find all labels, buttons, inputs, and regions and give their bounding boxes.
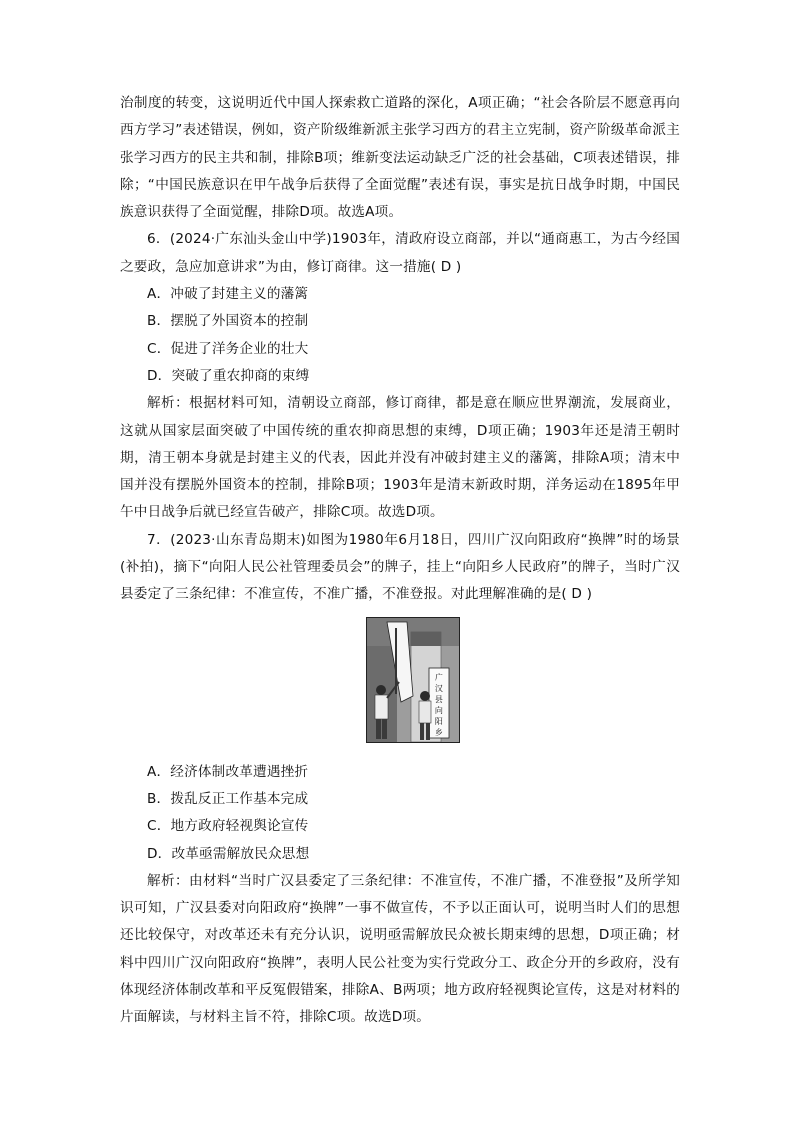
svg-text:县: 县 — [434, 694, 444, 704]
question-7-option-d: D．改革亟需解放民众思想 — [147, 845, 310, 862]
photo-illustration — [367, 618, 459, 742]
question-7-analysis: 解析：由材料“当时广汉县委定了三条纪律：不准宣传，不准广播，不准登报”及所学知识可知，广汉县委对向阳政府“换牌”一事不做宣传，不予以正面认可，说明当时人们的思想还比较保守，对改革还未有充分认识，说明亟需解放民众被长期束缚的思想，D项正确；材料中四川广汉向阳政府“换牌”，表明人民公社变为实行党政分工、政企分开的乡政府，没有体现经济体制改革和平反冤假错案，排除A、B两项；地方政府轻视舆论宣传，这是对材料的片面解读，与材料主旨不符，排除C项。故选D项。 — [120, 872, 680, 1026]
question-6-analysis: 解析：根据材料可知，清朝设立商部，修订商律，都是意在顺应世界潮流，发展商业，这就从国家层面突破了中国传统的重农抑商思想的束缚，D项正确；1903年还是清王朝时期，清王朝本身就是封建主义的代表，因此并没有冲破封建主义的藩篱，排除A项；清末中国并没有摆脱外国资本的控制，排除B项；1903年是清末新政时期，洋务运动在1895年甲午中日战争后就已经宣告破产，排除C项。故选D项。 — [120, 395, 680, 521]
question-7-stem: 7．(2023·山东青岛期末)如图为1980年6月18日，四川广汉向阳政府“换牌”时的场景(补拍)，摘下“向阳人民公社管理委员会”的牌子，挂上“向阳乡人民政府”的牌子，当时广汉县委定了三条纪律：不准宣传，不准广播，不准登报。对此理解准确的是( D ) — [120, 531, 680, 603]
question-7-option-a: A．经济体制改革遭遇挫折 — [147, 763, 309, 780]
historical-photo — [366, 617, 460, 743]
svg-text:乡: 乡 — [434, 727, 444, 737]
svg-text:阳: 阳 — [434, 716, 444, 726]
question-7-option-c: C．地方政府轻视舆论宣传 — [147, 818, 309, 835]
svg-text:汉: 汉 — [434, 683, 444, 693]
question-7-option-b: B．拨乱反正工作基本完成 — [147, 790, 309, 807]
sign-right-text: 广 — [434, 672, 444, 682]
question-7-figure — [120, 617, 680, 749]
question-6-option-c: C．促进了洋务企业的壮大 — [147, 340, 309, 357]
document-content — [120, 90, 680, 1032]
question-6-option-a: A．冲破了封建主义的藩篱 — [147, 286, 309, 303]
question-6-stem: 6．(2024·广东汕头金山中学)1903年，清政府设立商部，并以“通商惠工，为古今经国之要政，急应加意讲求”为由，修订商律。这一措施( D ) — [120, 231, 680, 275]
question-6-option-b: B．摆脱了外国资本的控制 — [147, 313, 309, 330]
question-6-option-d: D．突破了重农抑商的束缚 — [147, 367, 310, 384]
intro-paragraph: 治制度的转变，这说明近代中国人探索救亡道路的深化，A项正确；“社会各阶层不愿意再向西方学习”表述错误，例如，资产阶级维新派主张学习西方的君主立宪制，资产阶级革命派主张学习西方的民主共和制，排除B项；维新变法运动缺乏广泛的社会基础，C项表述错误，排除；“中国民族意识在甲午战争后获得了全面觉醒”表述有误，事实是抗日战争时期，中国民族意识获得了全面觉醒，排除D项。故选A项。 — [120, 95, 680, 221]
svg-text:向: 向 — [434, 705, 444, 715]
